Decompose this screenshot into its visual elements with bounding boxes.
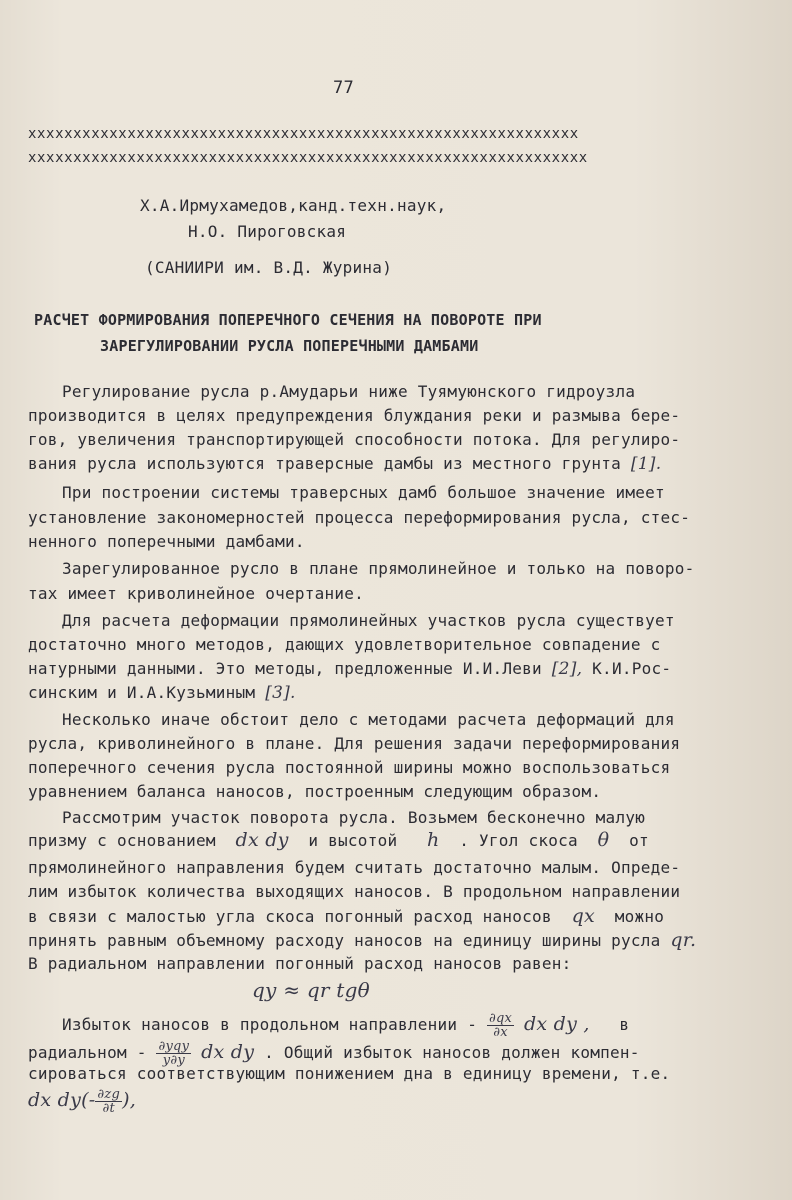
math-expression: θ [597, 829, 610, 851]
body-line: сироваться соответствующим понижением дна в единицу времени, т.е. [28, 1064, 671, 1083]
author-line: Х.А.Ирмухамедов,канд.техн.наук, [140, 196, 447, 215]
page-number: 77 [333, 78, 354, 98]
body-line: Рассмотрим участок поворота русла. Возьмем бесконечно малую [62, 808, 646, 827]
math-expression: h [427, 829, 440, 851]
fraction: $\frac{\text{∂yqy}}{y\partial y}$ [158, 1039, 190, 1068]
body-line: В радиальном направлении погонный расход наносов равен: [28, 954, 572, 973]
body-line: ненного поперечными дамбами. [28, 532, 305, 551]
reference-mark: [2], [551, 659, 583, 679]
body-line: гов, увеличения транспортирующей способности потока. Для регулиро- [28, 430, 681, 449]
fraction: $\frac{\partial qx}{\partial x}$ [488, 1011, 513, 1040]
body-line: поперечного сечения русла постоянной ширины можно воспользоваться [28, 758, 671, 777]
body-line: Для расчета деформации прямолинейных участков русла существует [62, 611, 675, 630]
math-expression: ), [122, 1089, 137, 1111]
body-line: прямолинейного направления будем считать достаточно малым. Опреде- [28, 858, 681, 877]
reference-mark: [1]. [630, 454, 662, 474]
math-expression: dx dy , [524, 1013, 590, 1035]
body-line: натурными данными. Это методы, предложенные И.И.Леви [2], К.И.Рос- [28, 659, 672, 679]
body-line: тах имеет криволинейное очертание. [28, 584, 365, 603]
body-line: Регулирование русла р.Амударьи ниже Туямуюнского гидроузла [62, 382, 636, 401]
body-line: При построении системы траверсных дамб большое значение имеет [62, 483, 665, 502]
body-line: лим избыток количества выходящих наносов. В продольном направлении [28, 882, 681, 901]
math-expression: dx dy(- [28, 1089, 96, 1111]
author-line: Н.О. Пироговская [188, 222, 347, 241]
math-expression: dx dy [201, 1041, 255, 1063]
body-line: Несколько иначе обстоит дело с методами расчета деформаций для [62, 710, 675, 729]
body-line: производится в целях предупреждения блуждания реки и размыва бере- [28, 406, 681, 425]
body-line: Избыток наносов в продольном направлении - $\frac{\partial qx}{\partial x}$ dx dy , в [62, 1011, 630, 1040]
body-line [28, 1088, 136, 1115]
body-line: синским и И.А.Кузьминым [3]. [28, 683, 296, 703]
body-line: радиальном - $\frac{\text{∂yqy}}{y\partial y}$ dx dy . Общий избыток наносов должен компен- [28, 1039, 640, 1068]
math-expression: qx [571, 905, 595, 927]
equation: qy ≈ qr tgθ [252, 978, 370, 1002]
body-line: русла, криволинейного в плане. Для решения задачи переформирования [28, 734, 681, 753]
separator-line: хххххххххххххххххххххххххххххххххххххххххххххххххххххххххххххх [28, 150, 588, 166]
separator-line: ххххххххххххххххххххххххххххххххххххххххххххххххххххххххххххх [28, 126, 579, 142]
body-line: в связи с малостью угла скоса погонный расход наносов qx можно [28, 905, 665, 927]
reference-mark: [3]. [265, 683, 296, 703]
article-title: РАСЧЕТ ФОРМИРОВАНИЯ ПОПЕРЕЧНОГО СЕЧЕНИЯ НА ПОВОРОТЕ ПРИ [34, 311, 542, 329]
body-line: Зарегулированное русло в плане прямолинейное и только на поворо- [62, 559, 695, 578]
body-line: принять равным объемному расходу наносов на единицу ширины русла qr. [28, 929, 697, 951]
author-affiliation: (САНИИРИ им. В.Д. Журина) [145, 258, 393, 277]
math-expression: qr. [670, 929, 697, 951]
math-expression: dx dy [235, 829, 289, 851]
body-line: установление закономерностей процесса переформирования русла, стес- [28, 508, 691, 527]
body-line: вания русла используются траверсные дамбы из местного грунта [1]. [28, 454, 662, 474]
body-line: достаточно много методов, дающих удовлетворительное совпадение с [28, 635, 661, 654]
fraction: $\frac{\partial zg}{\partial t}$ [97, 1087, 121, 1116]
article-title: ЗАРЕГУЛИРОВАНИИ РУСЛА ПОПЕРЕЧНЫМИ ДАМБАМИ [100, 337, 479, 355]
body-line: уравнением баланса наносов, построенным следующим образом. [28, 782, 602, 801]
body-line: призму с основанием dx dy и высотой h . Угол скоса θ от [28, 829, 649, 851]
